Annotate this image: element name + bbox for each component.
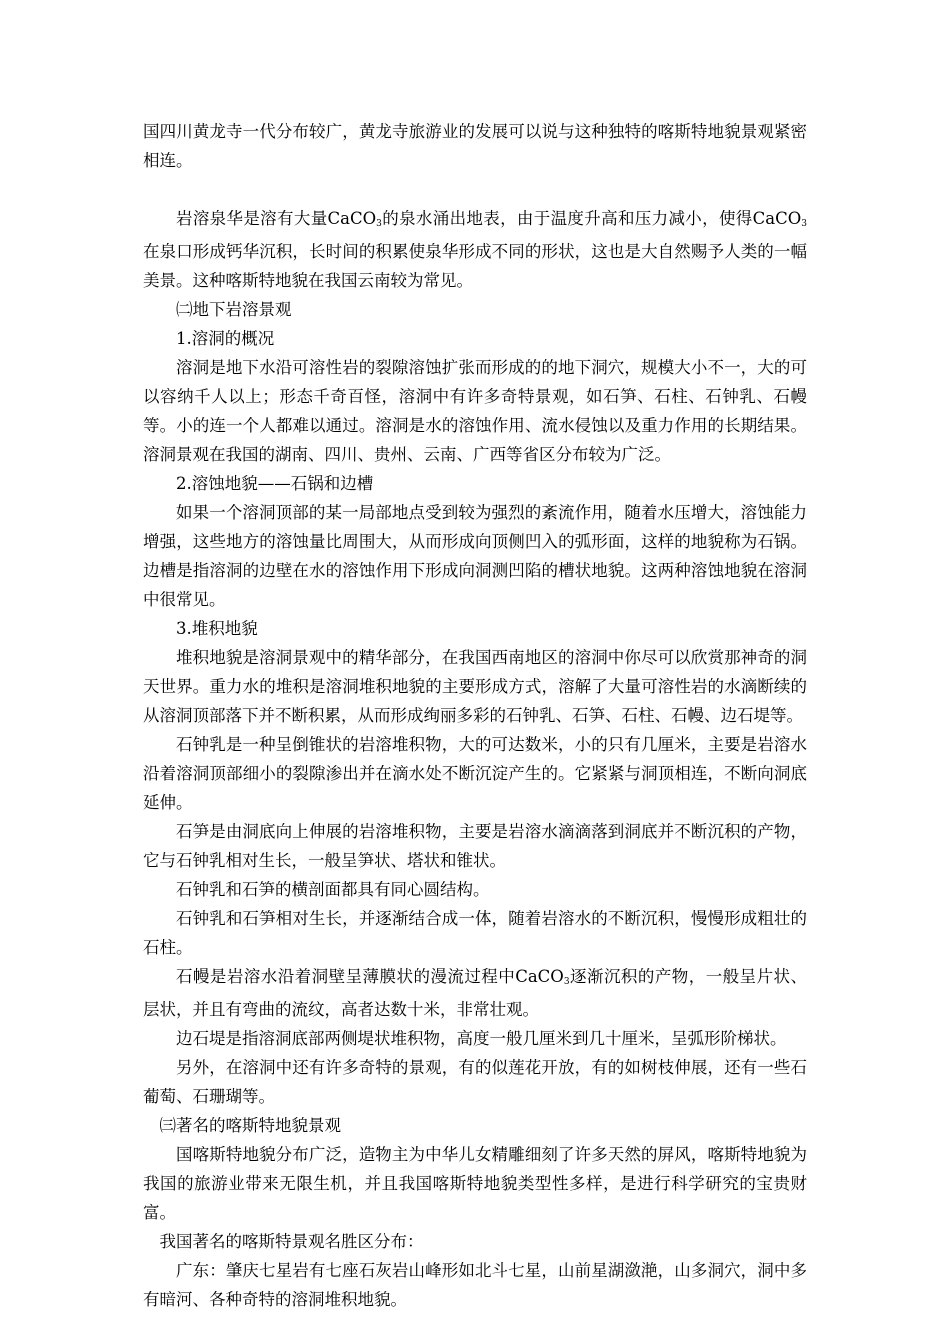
paragraph-guangdong: 广东：肇庆七星岩有七座石灰岩山峰形如北斗七星，山前星湖潋滟，山多洞穴，洞中多有暗河、各种奇特的溶洞堆积地貌。 bbox=[143, 1261, 807, 1309]
paragraph-rimstone: 边石堤是指溶洞底部两侧堤状堆积物，高度一般几厘米到几十厘米，呈弧形阶梯状。 bbox=[176, 1029, 787, 1048]
paragraph-cave-overview: 溶洞是地下水沿可溶性岩的裂隙溶蚀扩张而形成的的地下洞穴，规模大小不一，大的可以容纳千人以上；形态千奇百怪，溶洞中有许多奇特景观，如石笋、石柱、石钟乳、石幔等。小的连一个人都难以通过。溶洞是水的溶蚀作用、流水侵蚀以及重力作用的长期结果。溶洞景观在我国的湖南、四川、贵州、云南、广西等省区分布较为广泛。 bbox=[143, 358, 807, 464]
paragraph-other-features: 另外，在溶洞中还有许多奇特的景观，有的似莲花开放，有的如树枝伸展，还有一些石葡萄、石珊瑚等。 bbox=[143, 1058, 807, 1106]
paragraph-drapery: 石幔是岩溶水沿着洞壁呈薄膜状的漫流过程中CaCO$_3$逐渐沉积的产物，一般呈片状、层状，并且有弯曲的流纹，高者达数十米，非常壮观。 bbox=[143, 967, 808, 1019]
paragraph-solution-landforms: 如果一个溶洞顶部的某一局部地点受到较为强烈的紊流作用，随着水压增大，溶蚀能力增强，这些地方的溶蚀量比周围大，从而形成向顶侧凹入的弧形面，这样的地貌称为石锅。边槽是指溶洞的边壁在水的溶蚀作用下形成向洞测凹陷的槽状地貌。这两种溶蚀地貌在溶洞中很常见。 bbox=[143, 503, 807, 609]
subheading-cave-overview: 1.溶洞的概况 bbox=[176, 329, 275, 348]
section-heading-underground: ㈡地下岩溶景观 bbox=[176, 300, 292, 319]
paragraph-deposition-landforms: 堆积地貌是溶洞景观中的精华部分，在我国西南地区的溶洞中你尽可以欣赏那神奇的洞天世界。重力水的堆积是溶洞堆积地貌的主要形成方式，溶解了大量可溶性岩的水滴断续的从溶洞顶部落下并不断积累，从而形成绚丽多彩的石钟乳、石笋、石柱、石幔、边石堤等。 bbox=[143, 648, 807, 725]
subheading-deposition-landforms: 3.堆积地貌 bbox=[176, 619, 258, 638]
subheading-scenic-areas: 我国著名的喀斯特景观名胜区分布： bbox=[159, 1232, 424, 1251]
paragraph-continuation: 国四川黄龙寺一代分布较广，黄龙寺旅游业的发展可以说与这种独特的喀斯特地貌景观紧密相连。 bbox=[143, 122, 807, 170]
paragraph-famous-karst: 国喀斯特地貌分布广泛，造物主为中华儿女精雕细刻了许多天然的屏风，喀斯特地貌为我国的旅游业带来无限生机，并且我国喀斯特地貌类型性多样，是进行科学研究的宝贵财富。 bbox=[143, 1145, 807, 1222]
subheading-solution-landforms: 2.溶蚀地貌——石锅和边槽 bbox=[176, 474, 374, 493]
paragraph-column: 石钟乳和石笋相对生长，并逐渐结合成一体，随着岩溶水的不断沉积，慢慢形成粗壮的石柱。 bbox=[143, 909, 807, 957]
paragraph-cross-section: 石钟乳和石笋的横剖面都具有同心圆结构。 bbox=[176, 880, 490, 899]
paragraph-spring-travertine: 岩溶泉华是溶有大量CaCO$_3$的泉水涌出地表，由于温度升高和压力减小，使得CaCO$_3$在泉口形成钙华沉积，长时间的积累使泉华形成不同的形状，这也是大自然赐予人类的一幅美景。这种喀斯特地貌在我国云南较为常见。 bbox=[143, 209, 807, 290]
paragraph-spacer bbox=[143, 175, 807, 204]
paragraph-stalagmite: 石笋是由洞底向上伸展的岩溶堆积物，主要是岩溶水滴滴落到洞底并不断沉积的产物，它与石钟乳相对生长，一般呈笋状、塔状和锥状。 bbox=[143, 822, 807, 870]
paragraph-stalactite: 石钟乳是一种呈倒锥状的岩溶堆积物，大的可达数米，小的只有几厘米，主要是岩溶水沿着溶洞顶部细小的裂隙渗出并在滴水处不断沉淀产生的。它紧紧与洞顶相连，不断向洞底延伸。 bbox=[143, 735, 807, 812]
section-heading-famous-karst: ㈢著名的喀斯特地貌景观 bbox=[159, 1116, 341, 1135]
